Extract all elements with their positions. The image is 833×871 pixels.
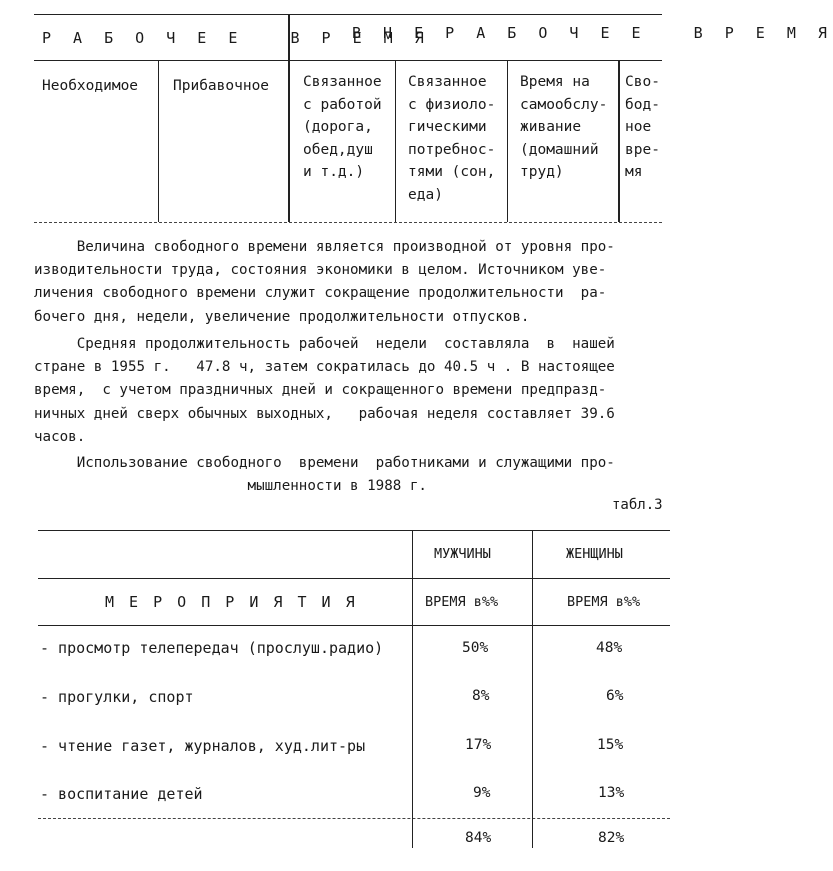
col-necessary: Необходимое [42,78,139,94]
table-row-women: 6% [606,688,624,704]
women-header: ЖЕНЩИНЫ [566,546,623,562]
activities-header: М Е Р О П Р И Я Т И Я [105,593,358,611]
rule [34,14,662,15]
col-self-service: Время на самообслу- живание (домашний труд) [520,74,608,180]
table-row-men: 9% [473,785,491,801]
rule [532,530,533,848]
header-work-time: Р А Б О Ч Е Е В Р Е М Я [42,29,431,47]
rule [38,530,670,531]
table-row-activity: - воспитание детей [40,785,203,803]
rule [38,818,670,819]
col-surplus: Прибавочное [173,78,270,94]
rule [618,60,620,222]
table-row-women: 48% [596,640,623,656]
table-row-activity: - чтение газет, журналов, худ.лит-ры [40,737,366,755]
table-row-activity: - прогулки, спорт [40,688,194,706]
rule [34,60,662,61]
rule [38,625,670,626]
table-title: Использование свободного времени работниками и служащими про- мышленности в 1988 г. [76,455,615,495]
rule [507,60,508,222]
col-physiological: Связанное с физиоло- гическими потребнос- тями (сон, еда) [408,74,496,203]
table-row-women: 15% [597,737,624,753]
table-label: табл.3 [612,497,663,513]
paragraph-free-time: Величина свободного времени является производной от уровня про- изводительности труда, состояния экономики в целом. Источником уве- личения свободного времени служит сокращение продолжительности ра- бочего дня, недели, увеличение продолжительности отпусков. [34,239,615,325]
total-women: 82% [598,830,625,846]
col-work-related: Связанное с работой (дорога, обед,душ и т.д.) [303,74,382,180]
table-row-women: 13% [598,785,625,801]
rule [158,60,159,222]
header-nonwork-time: В Н Е Р А Б О Ч Е Е В Р Е М Я [352,24,833,42]
rule [38,578,670,579]
men-unit: ВРЕМЯ в%% [425,594,499,610]
table-row-activity: - просмотр телепередач (прослуш.радио) [40,639,384,657]
women-unit: ВРЕМЯ в%% [567,594,641,610]
rule [395,60,396,222]
men-header: МУЖЧИНЫ [434,546,491,562]
col-free-time: Сво- бод- ное вре- мя [625,74,660,180]
rule [412,530,413,848]
paragraph-work-week: Средняя продолжительность рабочей недели составляла в нашей стране в 1955 г. 47.8 ч, затем сократилась до 40.5 ч . В настоящее время, с учетом праздничных дней и сокращенного времени предпразд- ничных дней сверх обычных выходных, рабочая неделя составляет 39.6 часов. [34,336,615,445]
total-men: 84% [465,830,492,846]
table-row-men: 8% [472,688,490,704]
rule [34,222,662,223]
table-row-men: 50% [462,640,489,656]
table-row-men: 17% [465,737,492,753]
